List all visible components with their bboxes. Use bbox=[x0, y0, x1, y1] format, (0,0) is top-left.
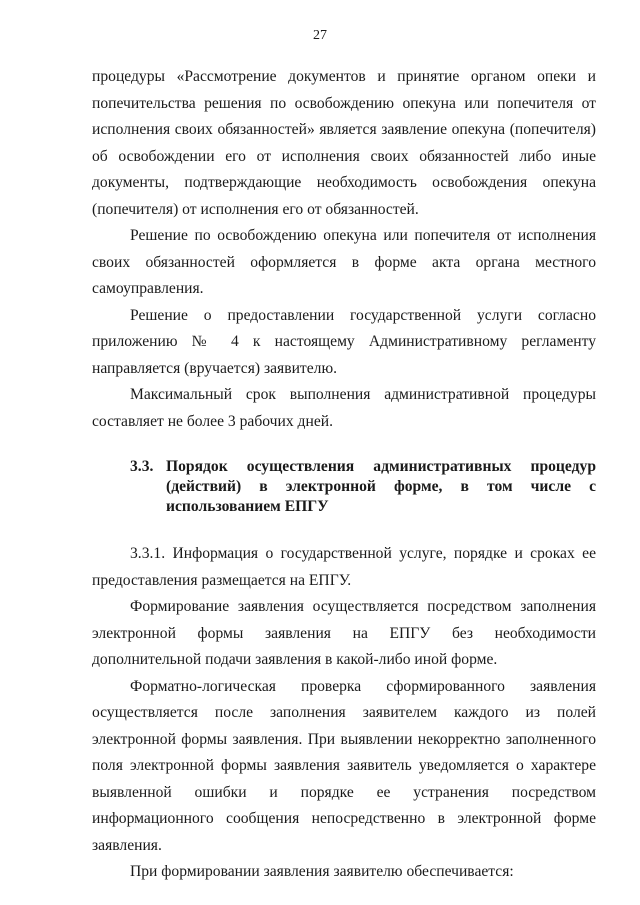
paragraph: Максимальный срок выполнения административной процедуры составляет не более 3 рабочих дней. bbox=[92, 386, 596, 430]
section-heading bbox=[92, 457, 596, 517]
section-title: Порядок осуществления административных процедур (действий) в электронной форме, в том числе с использованием ЕПГУ bbox=[166, 458, 596, 515]
paragraph: процедуры «Рассмотрение документов и принятие органом опеки и попечительства решения по освобождению опекуна или попечителя от исполнения своих обязанностей» является заявление опекуна (попечителя) об освобождении его от исполнения своих обязанностей либо иные документы, подтверждающие необходимость освобождения опекуна (попечителя) от исполнения его от обязанностей. bbox=[92, 68, 596, 218]
paragraph: Решение по освобождению опекуна или попечителя от исполнения своих обязанностей оформляется в форме акта органа местного самоуправления. bbox=[92, 227, 596, 297]
page-number: 27 bbox=[313, 28, 327, 43]
paragraph: 3.3.1. Информация о государственной услуге, порядке и сроках ее предоставления размещается на ЕПГУ. bbox=[92, 545, 596, 589]
paragraph: При формировании заявления заявителю обеспечивается: bbox=[130, 863, 514, 880]
paragraph: Форматно-логическая проверка сформированного заявления осуществляется после заполнения заявителем каждого из полей электронной формы заявления. При выявлении некорректно заполненного поля электронной формы заявления заявитель уведомляется о характере выявленной ошибки и порядке ее устранения посредством информационного сообщения непосредственно в электронной форме заявления. bbox=[92, 677, 596, 854]
page-content bbox=[92, 64, 596, 886]
paragraph: Решение о предоставлении государственной услуги согласно приложению № 4 к настоящему Административному регламенту направляется (вручается) заявителю. bbox=[92, 306, 596, 377]
paragraph: Формирование заявления осуществляется посредством заполнения электронной формы заявления на ЕПГУ без необходимости дополнительной подачи заявления в какой-либо иной форме. bbox=[92, 598, 596, 668]
section-number: 3.3. bbox=[130, 458, 154, 475]
